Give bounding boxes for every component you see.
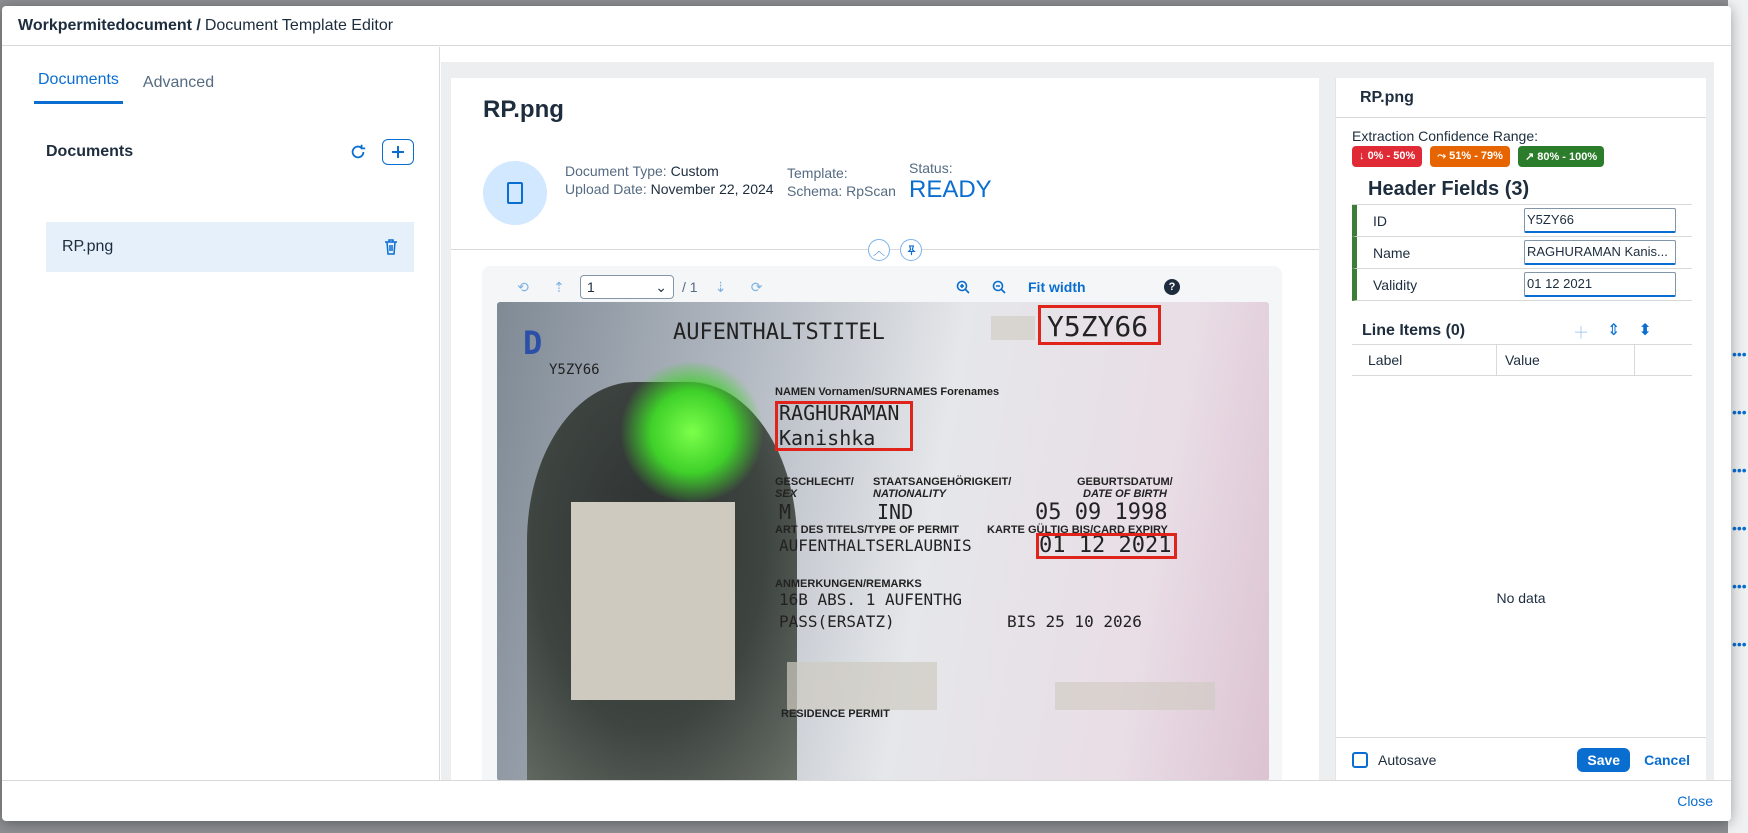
add-document-button[interactable] xyxy=(382,139,414,165)
sex-label: GESCHLECHT/ xyxy=(775,476,854,488)
line-items-table-header xyxy=(1352,344,1692,376)
documents-pane xyxy=(2,47,440,781)
hologram xyxy=(617,362,767,502)
no-data-text: No data xyxy=(1496,590,1546,606)
cancel-button[interactable]: Cancel xyxy=(1644,751,1690,768)
line-items-actions xyxy=(1573,320,1652,343)
table-row[interactable] xyxy=(1352,237,1692,269)
chip-label: 51% - 79% xyxy=(1449,150,1503,162)
collapse-header-button[interactable] xyxy=(868,239,890,261)
zoom-out-icon[interactable] xyxy=(988,280,1010,294)
surname-value: RAGHURAMAN xyxy=(779,401,900,425)
header-fields-title: Header Fields (3) xyxy=(1368,178,1530,200)
confidence-chip-high: ↗ 80% - 100% xyxy=(1518,146,1604,167)
status-label: Status: xyxy=(909,160,953,176)
autosave-label: Autosave xyxy=(1378,751,1437,768)
redacted-area xyxy=(787,662,937,710)
save-button[interactable]: Save xyxy=(1577,748,1630,772)
more-icon: ••• xyxy=(1732,346,1747,362)
viewer-toolbar-zoom xyxy=(952,274,1086,300)
redacted-photo xyxy=(571,502,735,700)
document-name: RP.png xyxy=(62,238,114,255)
card-footer-text: RESIDENCE PERMIT xyxy=(781,708,890,720)
add-line-item-icon[interactable]: ＋ xyxy=(1573,325,1590,342)
delete-document-button[interactable] xyxy=(384,239,398,255)
status-value: READY xyxy=(909,176,992,203)
table-row[interactable] xyxy=(1352,205,1692,237)
documents-section-title: Documents xyxy=(46,143,134,160)
page-total: / 1 xyxy=(682,279,698,295)
document-image xyxy=(497,302,1269,781)
dialog-header xyxy=(2,6,1731,46)
chip-label: 80% - 100% xyxy=(1537,151,1598,163)
schema-value: RpScan xyxy=(846,183,896,199)
forename-value: Kanishka xyxy=(779,426,876,450)
table-row[interactable] xyxy=(1352,269,1692,301)
template-editor-dialog xyxy=(2,6,1731,821)
card-number-small: Y5ZY66 xyxy=(549,362,600,378)
document-meta xyxy=(565,162,774,198)
card-title: AUFENTHALTSTITEL xyxy=(673,320,885,345)
column-value: Value xyxy=(1497,345,1635,375)
confidence-chip-medium: ⤳ 51% - 79% xyxy=(1430,146,1510,167)
remarks-line-3: BIS 25 10 2026 xyxy=(1007,612,1142,631)
template-meta xyxy=(787,164,896,200)
document-pane xyxy=(451,78,1319,781)
rotate-right-icon[interactable]: ⟳ xyxy=(750,278,763,295)
chip-label: 0% - 50% xyxy=(1367,150,1416,162)
documents-header xyxy=(46,139,414,165)
highlight-validity xyxy=(1036,533,1177,559)
collapse-all-icon[interactable]: ⇕ xyxy=(1607,322,1621,339)
redacted-area xyxy=(1055,682,1215,710)
document-icon xyxy=(507,182,523,204)
remarks-line-1: 16B ABS. 1 AUFENTHG xyxy=(779,590,963,609)
id-field[interactable]: Y5ZY66 xyxy=(1524,208,1676,233)
more-icon: ••• xyxy=(1732,578,1747,594)
document-viewer xyxy=(482,266,1282,781)
more-icon: ••• xyxy=(1732,520,1747,536)
card-number: Y5ZY66 xyxy=(1047,310,1149,343)
template-label: Template: xyxy=(787,165,848,181)
plus-icon xyxy=(390,144,406,160)
doc-type-value: Custom xyxy=(670,163,719,179)
names-label: NAMEN Vornamen/SURNAMES Forenames xyxy=(775,386,1000,398)
line-items-title: Line Items (0) xyxy=(1362,322,1466,339)
refresh-icon xyxy=(349,143,367,161)
next-page-icon[interactable]: ⇣ xyxy=(714,278,727,295)
more-icon: ••• xyxy=(1732,404,1747,420)
upload-date-label: Upload Date: xyxy=(565,181,647,197)
schema-label: Schema: xyxy=(787,183,843,199)
expiry-label: KARTE GÜLTIG BIS/CARD EXPIRY xyxy=(987,524,1168,536)
dob-label: GEBURTSDATUM/ xyxy=(1077,476,1173,488)
name-field[interactable]: RAGHURAMAN Kanis... xyxy=(1524,240,1676,265)
more-icon: ••• xyxy=(1732,636,1747,652)
status-meta xyxy=(909,159,992,203)
tab-advanced[interactable]: Advanced xyxy=(142,74,215,91)
confidence-chip-low: ↓ 0% - 50% xyxy=(1352,146,1422,167)
highlight-id xyxy=(1038,305,1161,345)
autosave-checkbox[interactable] xyxy=(1352,752,1368,768)
viewer-toolbar-left xyxy=(512,274,768,300)
pin-header-button[interactable] xyxy=(900,239,922,261)
viewer-toolbar-help xyxy=(1164,274,1180,300)
remarks-line-2: PASS(ERSATZ) xyxy=(779,612,895,631)
remarks-label: ANMERKUNGEN/REMARKS xyxy=(775,578,922,590)
page-select[interactable] xyxy=(580,275,674,299)
document-avatar xyxy=(483,161,547,225)
nationality-value: IND xyxy=(877,500,914,524)
page-select-value: 1 xyxy=(587,279,595,295)
confidence-legend xyxy=(1352,146,1604,167)
sex-label-en: SEX xyxy=(775,488,798,500)
previous-page-icon[interactable]: ⇡ xyxy=(553,278,565,295)
nationality-label-en: NATIONALITY xyxy=(873,488,947,500)
field-key: ID xyxy=(1373,212,1387,229)
expand-all-icon[interactable]: ⬍ xyxy=(1638,322,1652,339)
chevron-up-icon: ︿ xyxy=(872,243,885,258)
sex-value: M xyxy=(779,500,792,524)
trash-icon xyxy=(384,239,398,255)
fit-width-button[interactable]: Fit width xyxy=(1028,279,1086,295)
doc-type-label: Document Type: xyxy=(565,163,667,179)
tab-documents[interactable]: Documents xyxy=(34,71,123,104)
rotate-left-icon[interactable]: ⟲ xyxy=(517,278,529,295)
field-key: Name xyxy=(1373,244,1411,261)
column-label: Label xyxy=(1352,345,1497,375)
redacted-area xyxy=(991,316,1035,340)
permit-type-label: ART DES TITELS/TYPE OF PERMIT xyxy=(775,524,959,536)
dialog-footer xyxy=(2,780,1731,821)
extraction-footer xyxy=(1336,737,1706,781)
upload-date-value: November 22, 2024 xyxy=(650,181,774,197)
dialog-title-bold: Workpermitedocument / xyxy=(18,16,201,34)
nationality-label: STAATSANGEHÖRIGKEIT/ xyxy=(873,476,1012,488)
permit-type-value: AUFENTHALTSERLAUBNIS xyxy=(779,536,972,555)
pin-icon xyxy=(906,245,917,256)
extraction-title: RP.png xyxy=(1336,78,1706,118)
left-tabs xyxy=(2,47,439,104)
document-list-item[interactable] xyxy=(46,222,414,272)
document-title: RP.png xyxy=(483,96,564,123)
help-icon[interactable]: ? xyxy=(1164,279,1180,295)
dialog-title: Document Template Editor xyxy=(204,16,394,34)
validity-field[interactable]: 01 12 2021 xyxy=(1524,272,1676,297)
extraction-pane xyxy=(1335,78,1706,781)
close-button[interactable]: Close xyxy=(1677,793,1713,809)
more-icon: ••• xyxy=(1732,462,1747,478)
zoom-in-icon[interactable] xyxy=(952,280,974,294)
dob-label-en: DATE OF BIRTH xyxy=(1083,488,1167,500)
country-code: D xyxy=(523,324,543,362)
expiry-value: 01 12 2021 xyxy=(1039,533,1172,558)
refresh-button[interactable] xyxy=(342,139,374,165)
highlight-name xyxy=(775,401,913,451)
header-fields-table xyxy=(1352,204,1692,301)
background-app-edge xyxy=(1728,0,1748,833)
dob-value: 05 09 1998 xyxy=(1035,500,1168,525)
chevron-down-icon: ⌄ xyxy=(655,278,667,295)
field-key: Validity xyxy=(1373,276,1418,293)
confidence-label: Extraction Confidence Range: xyxy=(1352,128,1538,144)
